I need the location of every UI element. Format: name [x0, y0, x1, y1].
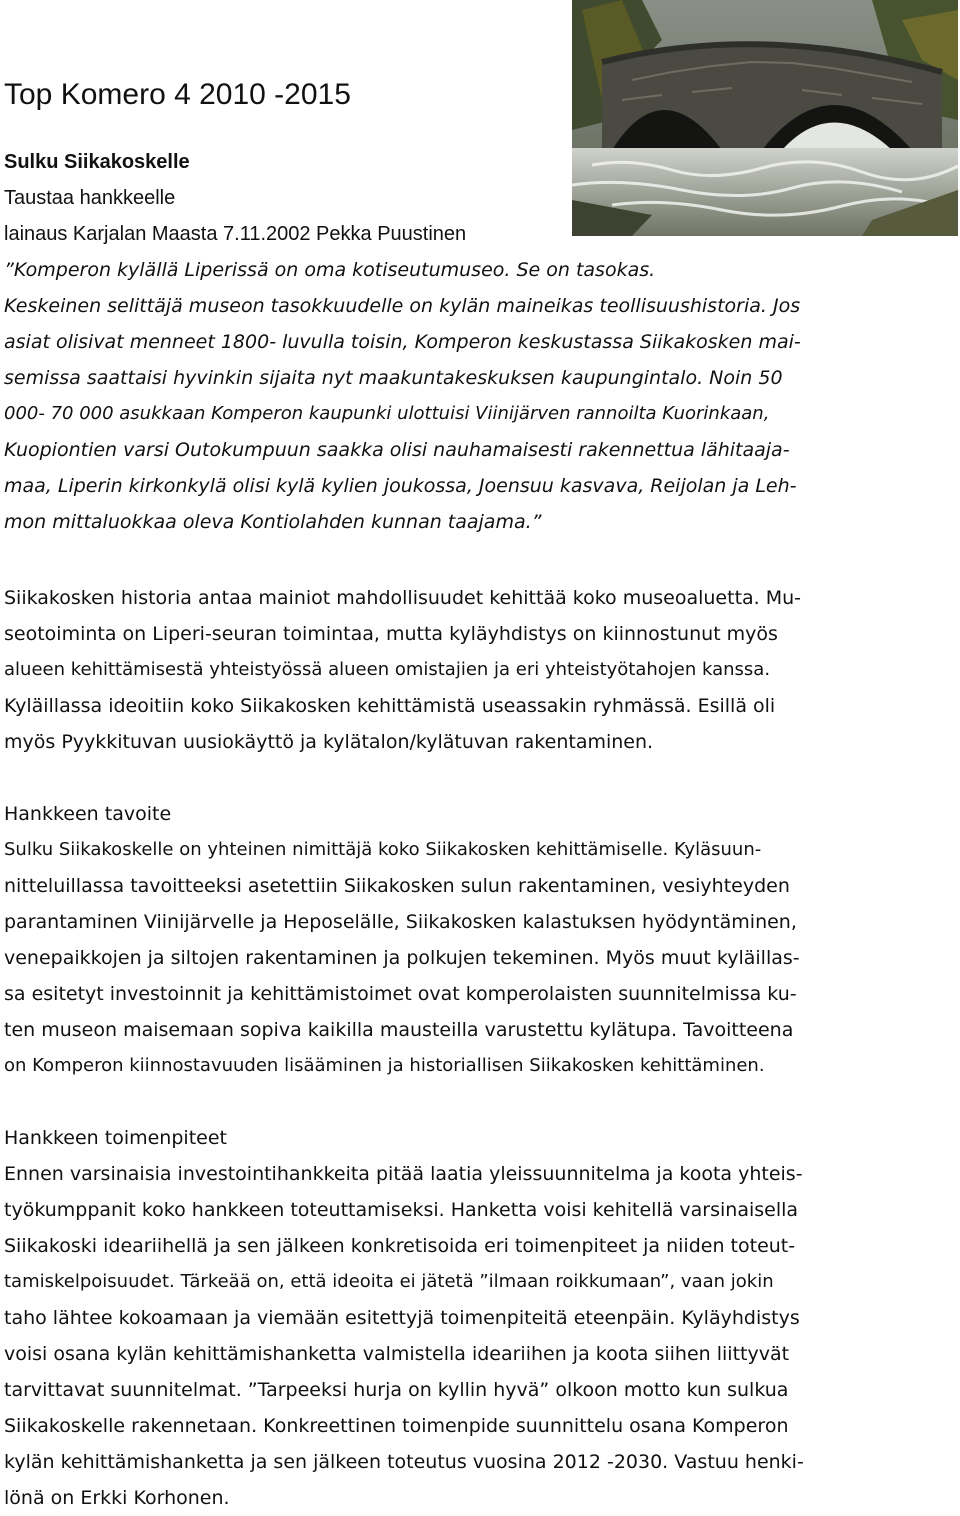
header-block — [4, 144, 466, 252]
actions-line: kylän kehittämishanketta ja sen jälkeen toteutus vuosina 2012 -2030. Vastuu henki- — [4, 1451, 804, 1473]
actions-line: Siikakoskelle rakennetaan. Konkreettinen toimenpide suunnittelu osana Komperon — [4, 1415, 789, 1437]
actions-line: tarvittavat suunnitelmat. ”Tarpeeksi hurja on kyllin hyvä” olkoon motto kun sulkua — [4, 1379, 789, 1401]
history-line: seotoiminta on Liperi-seuran toimintaa, mutta kyläyhdistys on kiinnostunut myös — [4, 623, 778, 645]
history-line: alueen kehittämisestä yhteistyössä alueen omistajien ja eri yhteistyötahojen kanssa. — [4, 659, 771, 680]
goal-line: venepaikkojen ja siltojen rakentaminen ja polkujen tekeminen. Myös muut kyläillas- — [4, 947, 800, 969]
goal-line: ten museon maisemaan sopiva kaikilla mausteilla varustettu kylätupa. Tavoitteena — [4, 1019, 794, 1041]
actions-section — [4, 1120, 804, 1516]
subtitle: Sulku Siikakoskelle — [4, 151, 190, 173]
quote-paragraph — [4, 252, 801, 540]
stone-arch-bridge-photo — [572, 0, 958, 236]
actions-line: tamiskelpoisuudet. Tärkeää on, että ideoita ei jätetä ”ilmaan roikkumaan”, vaan jokin — [4, 1271, 774, 1292]
actions-line: taho lähtee kokoamaan ja viemään esitettyjä toimenpiteitä eteenpäin. Kyläyhdistys — [4, 1307, 800, 1329]
history-paragraph — [4, 580, 801, 760]
quote-line: 000- 70 000 asukkaan Komperon kaupunki ulottuisi Viinijärven rannoilta Kuorinkaan, — [4, 403, 770, 424]
actions-line: voisi osana kylän kehittämishanketta valmistella ideariihen ja koota siihen liittyvät — [4, 1343, 790, 1365]
goal-section — [4, 796, 800, 1084]
citation: lainaus Karjalan Maasta 7.11.2002 Pekka Puustinen — [4, 223, 467, 245]
quote-line: mon mittaluokkaa oleva Kontiolahden kunnan taajama.” — [4, 511, 542, 533]
quote-line: Keskeinen selittäjä museon tasokkuudelle on kylän maineikas teollisuushistoria. Jos — [4, 295, 801, 317]
goal-line: nitteluillassa tavoitteeksi asetettiin Siikakosken sulun rakentaminen, vesiyhteyden — [4, 875, 790, 897]
quote-line: maa, Liperin kirkonkylä olisi kylä kylien joukossa, Joensuu kasvava, Reijolan ja Leh- — [4, 475, 797, 497]
history-line: Kyläillassa ideoitiin koko Siikakosken kehittämistä useassakin ryhmässä. Esillä oli — [4, 695, 776, 717]
quote-line: Kuopiontien varsi Outokumpuun saakka olisi nauhamaisesti rakennettua lähitaaja- — [4, 439, 790, 461]
quote-line: asiat olisivat menneet 1800- luvulla toisin, Komperon keskustassa Siikakosken mai- — [4, 331, 801, 353]
quote-line: ”Komperon kylällä Liperissä on oma kotiseutumuseo. Se on tasokas. — [4, 259, 656, 281]
goal-line: sa esitetyt investoinnit ja kehittämistoimet ovat komperolaisten suunnitelmissa ku- — [4, 983, 797, 1005]
background-label: Taustaa hankkeelle — [4, 187, 176, 209]
actions-line: työkumppanit koko hankkeen toteuttamiseksi. Hanketta voisi kehitellä varsinaisella — [4, 1199, 799, 1221]
history-line: Siikakosken historia antaa mainiot mahdollisuudet kehittää koko museoaluetta. Mu- — [4, 587, 802, 609]
goal-line: on Komperon kiinnostavuuden lisääminen ja historiallisen Siikakosken kehittäminen. — [4, 1055, 765, 1076]
page-title: Top Komero 4 2010 -2015 — [4, 78, 351, 111]
goal-heading: Hankkeen tavoite — [4, 803, 172, 825]
actions-line: lönä on Erkki Korhonen. — [4, 1487, 230, 1509]
actions-line: Siikakoski ideariihellä ja sen jälkeen konkretisoida eri toimenpiteet ja niiden toteut- — [4, 1235, 796, 1257]
actions-line: Ennen varsinaisia investointihankkeita pitää laatia yleissuunnitelma ja koota yhteis- — [4, 1163, 803, 1185]
goal-line: parantaminen Viinijärvelle ja Heposelälle, Siikakosken kalastuksen hyödyntäminen, — [4, 911, 797, 933]
actions-heading: Hankkeen toimenpiteet — [4, 1127, 227, 1149]
goal-line: Sulku Siikakoskelle on yhteinen nimittäjä koko Siikakosken kehittämiselle. Kyläsuun- — [4, 839, 762, 860]
history-line: myös Pyykkituvan uusiokäyttö ja kylätalon/kylätuvan rakentaminen. — [4, 731, 654, 753]
quote-line: semissa saattaisi hyvinkin sijaita nyt maakuntakeskuksen kaupungintalo. Noin 50 — [4, 367, 783, 389]
